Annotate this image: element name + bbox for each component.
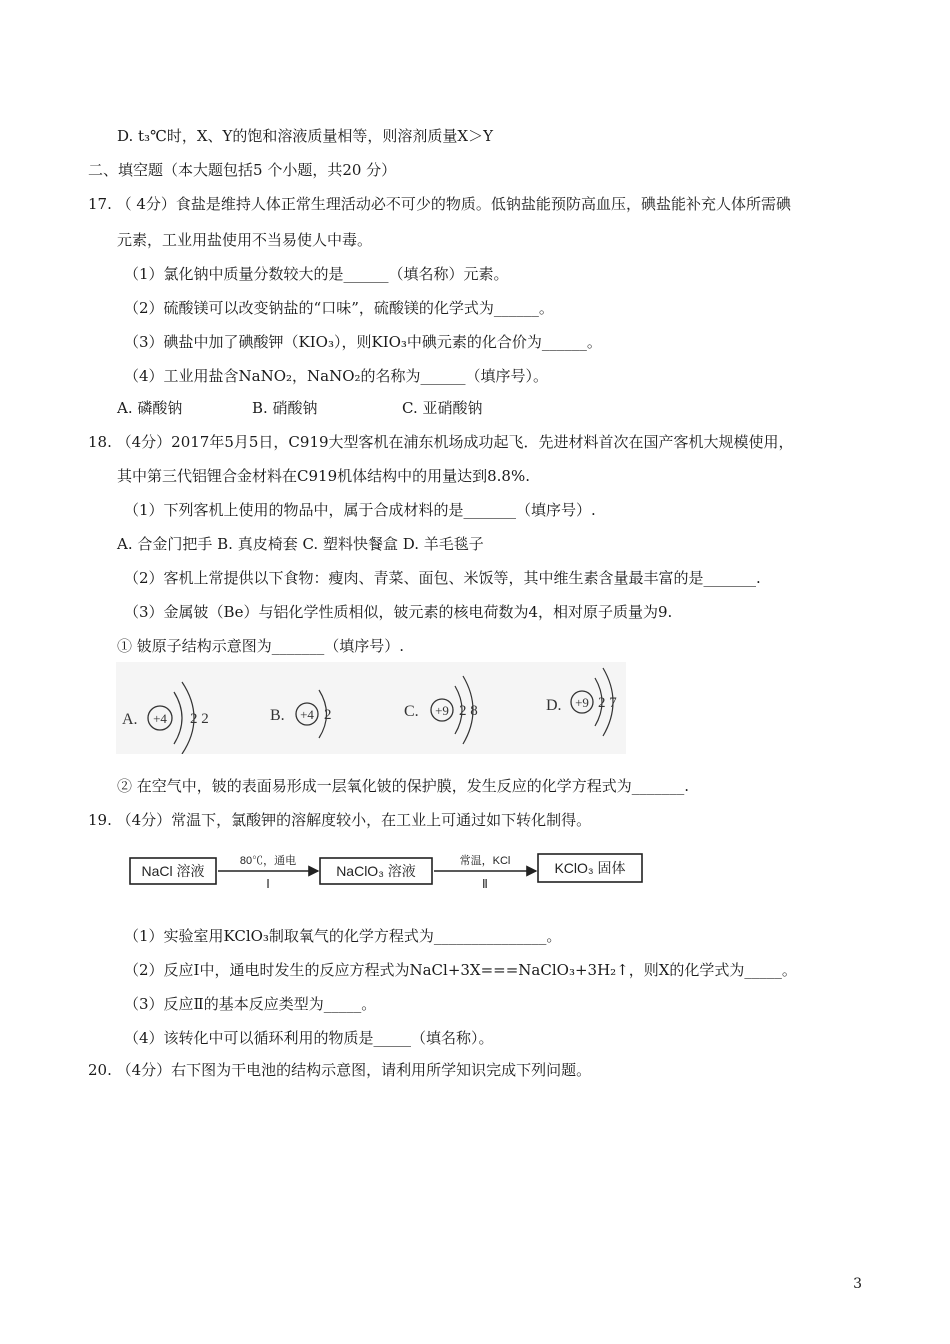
q17-option-b: B. 硝酸钠 <box>252 399 318 417</box>
q17-option-a: A. 磷酸钠 <box>117 399 183 417</box>
q18-part2: （2）客机上常提供以下食物：瘦肉、青菜、面包、米饭等，其中维生素含量最丰富的是_______. <box>124 569 761 587</box>
q19-stem: 19. （4分）常温下，氯酸钾的溶解度较小，在工业上可通过如下转化制得。 <box>88 811 592 829</box>
atom-d-nucleus: +9 <box>575 695 589 710</box>
section-heading: 二、填空题（本大题包括5 个小题，共20 分） <box>88 161 397 179</box>
atom-d-shells: 2 7 <box>598 695 617 711</box>
question-16-option-d: D. t₃℃时，X、Y的饱和溶液质量相等，则溶剂质量X＞Y <box>117 127 494 145</box>
atom-d-label: D. <box>546 697 562 714</box>
atom-b-shells: 2 <box>324 707 332 723</box>
q17-stem-line2: 元素，工业用盐使用不当易使人中毒。 <box>117 231 373 249</box>
atom-a-label: A. <box>122 711 138 728</box>
atom-b-nucleus: +4 <box>300 707 314 722</box>
q18-stem-line1: 18. （4分）2017年5月5日，C919大型客机在浦东机场成功起飞．先进材料首次在国产客机大规模使用， <box>88 433 794 451</box>
q18-part3b: ② 在空气中，铍的表面易形成一层氧化铍的保护膜，发生反应的化学方程式为_______. <box>117 777 690 795</box>
q18-part3: （3）金属铍（Be）与铝化学性质相似，铍元素的核电荷数为4，相对原子质量为9. <box>124 603 673 621</box>
atom-a-nucleus: +4 <box>153 711 167 726</box>
page-number: 3 <box>853 1276 862 1292</box>
atom-structure-diagrams <box>116 662 626 754</box>
q17-stem-line1: 17. （ 4分）食盐是维持人体正常生理活动必不可少的物质。低钠盐能预防高血压，碘盐能补充人体所需碘 <box>88 195 791 213</box>
flow-box-nacl-label: NaCl 溶液 <box>141 863 205 879</box>
atom-c-label: C. <box>404 703 419 720</box>
atom-c-nucleus: +9 <box>435 703 449 718</box>
q17-part4: （4）工业用盐含NaNO₂，NaNO₂的名称为______（填序号）。 <box>124 367 549 385</box>
q17-options <box>117 398 482 418</box>
atom-b-label: B. <box>270 707 285 724</box>
q20-stem: 20. （4分）右下图为干电池的结构示意图，请利用所学知识完成下列问题。 <box>88 1061 592 1079</box>
flow-arrow-2-condition: 常温，KCl <box>459 855 511 867</box>
flow-box-kclo3-label: KClO₃ 固体 <box>554 860 626 876</box>
atom-c-shells: 2 8 <box>459 703 478 719</box>
q18-options: A. 合金门把手 B. 真皮椅套 C. 塑料快餐盒 D. 羊毛毯子 <box>117 535 484 553</box>
q18-part3a: ① 铍原子结构示意图为_______（填序号）. <box>117 637 405 655</box>
q18-stem-line2: 其中第三代铝锂合金材料在C919机体结构中的用量达到8.8%. <box>117 467 530 485</box>
q19-part1: （1）实验室用KClO₃制取氧气的化学方程式为_______________。 <box>124 927 562 945</box>
flow-arrow-1-step: Ⅰ <box>266 877 270 891</box>
q19-part4: （4）该转化中可以循环利用的物质是_____（填名称）。 <box>124 1029 494 1047</box>
q19-part2: （2）反应Ⅰ中，通电时发生的反应方程式为NaCl+3X===NaClO₃+3H₂↑，则X的化学式为_____。 <box>124 961 797 979</box>
flow-box-naclo3-label: NaClO₃ 溶液 <box>336 863 416 879</box>
atom-a-shells: 2 2 <box>190 711 209 727</box>
flow-arrow-2-step: Ⅱ <box>482 877 488 891</box>
flow-arrow-1-condition: 80℃，通电 <box>239 855 297 867</box>
kclo3-process-flow <box>128 842 648 896</box>
q18-part1: （1）下列客机上使用的物品中，属于合成材料的是_______（填序号）. <box>124 501 596 519</box>
q19-part3: （3）反应Ⅱ的基本反应类型为_____。 <box>124 995 377 1013</box>
q17-part2: （2）硫酸镁可以改变钠盐的“口味”，硫酸镁的化学式为______。 <box>124 299 554 317</box>
q17-part1: （1）氯化钠中质量分数较大的是______（填名称）元素。 <box>124 265 509 283</box>
q17-part3: （3）碘盐中加了碘酸钾（KIO₃），则KIO₃中碘元素的化合价为______。 <box>124 333 602 351</box>
q17-option-c: C. 亚硝酸钠 <box>402 399 483 417</box>
